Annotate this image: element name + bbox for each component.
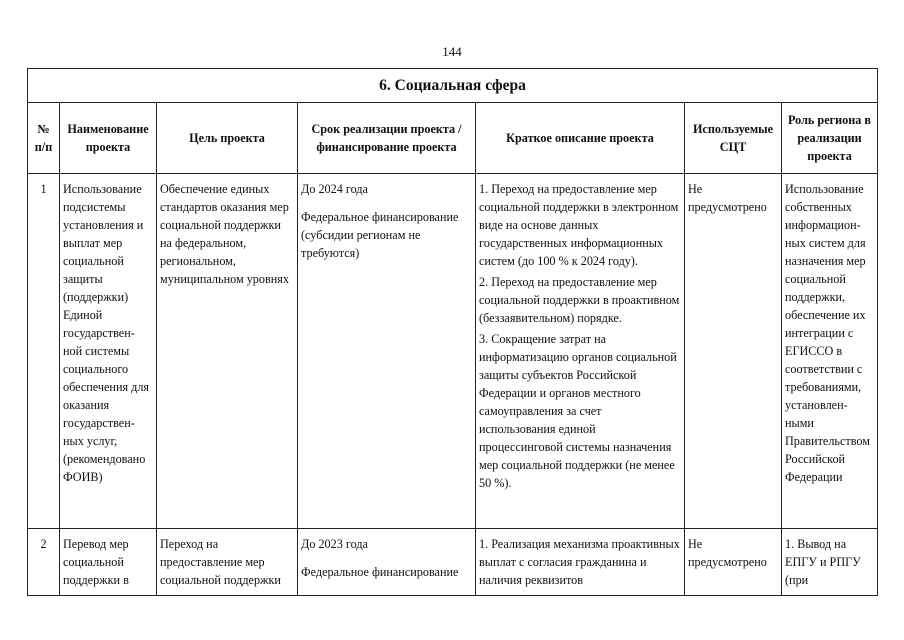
page-number: 144 [442, 44, 462, 59]
column-header-goal: Цель проекта [157, 103, 298, 174]
term-text: До 2023 года [301, 537, 368, 551]
project-description [476, 174, 685, 529]
region-role [782, 529, 878, 596]
description-item: 2. Переход на предоставление мер социальной поддержки в проактивном (беззаявительном) порядке. [479, 275, 680, 325]
project-goal-text: Переход на предоставление мер социальной поддержки [160, 537, 281, 587]
sct-text: Не предусмотрено [688, 537, 767, 569]
table-row [28, 174, 878, 529]
sct-value: Не предусмотрено [685, 174, 782, 529]
project-term [298, 529, 476, 596]
description-item: 1. Реализация механизма проактивных выплат с согласия гражданина и наличия реквизитов [479, 537, 680, 587]
column-header-role: Роль региона в реализации проекта [782, 103, 878, 174]
term-text: До 2024 года [301, 182, 368, 196]
social-sphere-table [27, 68, 878, 596]
column-header-term: Срок реализации проекта / финансирование проекта [298, 103, 476, 174]
project-name-text: Перевод мер социальной поддержки в [63, 537, 129, 587]
project-name [60, 529, 157, 596]
project-term [298, 174, 476, 529]
description-item: 1. Переход на предоставление мер социальной поддержки в электронном виде на основе данных государственных информационных систем (до 100 % к 2024 году). [479, 182, 679, 268]
column-header-number: № п/п [28, 103, 60, 174]
section-title: 6. Социальная сфера [28, 69, 878, 103]
project-description [476, 529, 685, 596]
region-role: Использование собственных информацион-ных систем для назначения мер социальной поддержки, обеспечение их интеграции с ЕГИССО в соответствии с требованиями, установлен-ными Правительством Российской Федерации [782, 174, 878, 529]
table-row [28, 529, 878, 596]
project-goal [157, 529, 298, 596]
column-header-description: Краткое описание проекта [476, 103, 685, 174]
column-header-name: Наименование проекта [60, 103, 157, 174]
row-number: 2 [28, 529, 60, 596]
project-goal: Обеспечение единых стандартов оказания мер социальной поддержки на федеральном, региональном, муниципальном уровнях [157, 174, 298, 529]
funding-text: Федеральное финансирование (субсидии регионам не требуются) [301, 210, 459, 260]
description-item: 3. Сокращение затрат на информатизацию органов социальной защиты субъектов Российской Федерации и органов местного самоуправления за счет использования единой процессинговой системы назначения мер социальной поддержки (не менее 50 %). [479, 332, 677, 490]
sct-value [685, 529, 782, 596]
funding-text: Федеральное финансирование [301, 565, 459, 579]
region-role-text: 1. Вывод на ЕПГУ и РПГУ (при [785, 537, 861, 587]
column-header-sct: Используемые СЦТ [685, 103, 782, 174]
row-number: 1 [28, 174, 60, 529]
project-name: Использование подсистемы установления и выплат мер социальной защиты (поддержки) Единой государствен-ной системы социального обеспечения для оказания государствен-ных услуг, (рекомендовано ФОИВ) [60, 174, 157, 529]
